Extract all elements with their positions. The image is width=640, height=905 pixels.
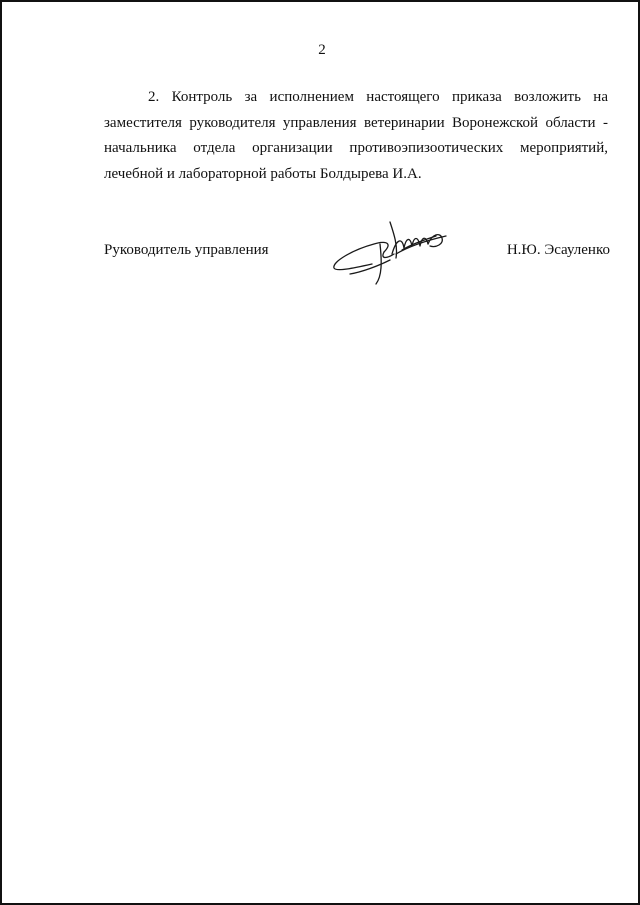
signatory-position: Руководитель управления <box>104 242 269 258</box>
page-number: 2 <box>318 42 326 58</box>
signatory-name: Н.Ю. Эсауленко <box>506 242 610 258</box>
signature-block <box>104 240 610 300</box>
handwritten-signature-icon <box>332 214 456 286</box>
order-paragraph-2: 2. Контроль за исполнением настоящего приказа возложить на заместителя руководителя управления ветеринарии Воронежской области - начальника отдела организации противоэпизоотических мероприятий, лечебной и лабораторной работы Болдырева И.А. <box>104 89 608 182</box>
